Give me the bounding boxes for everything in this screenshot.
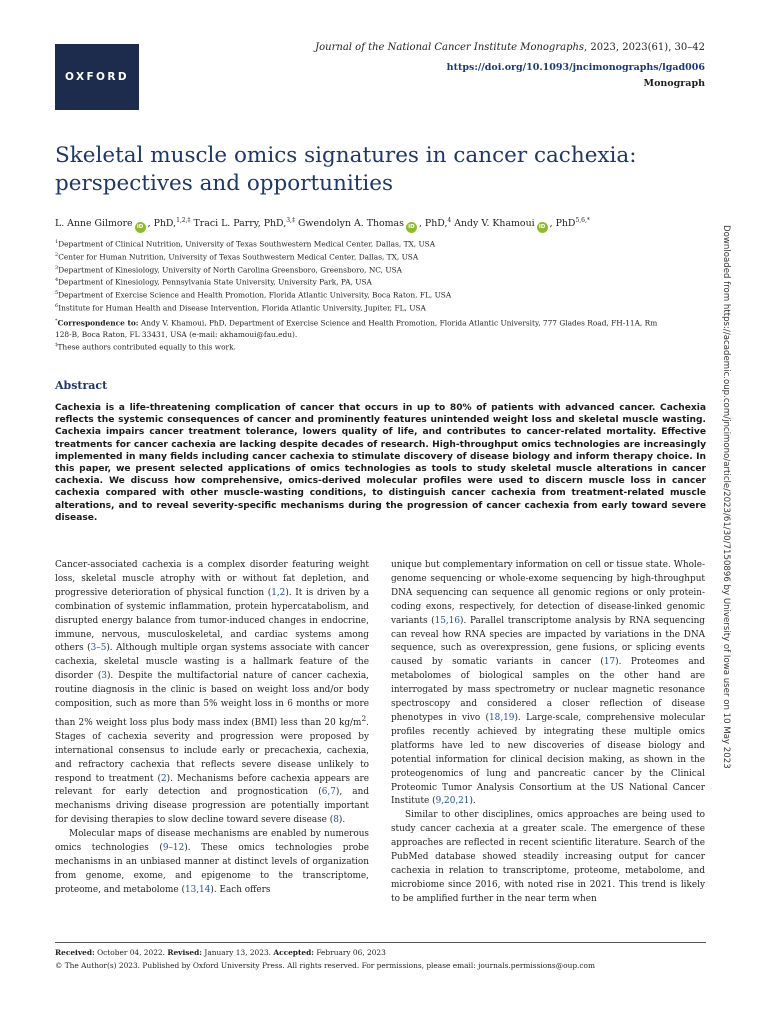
affiliation-marker: 3 [55, 264, 59, 271]
citation-link[interactable]: 18,19 [489, 712, 515, 723]
author [55, 218, 194, 229]
body-text: ). It is driven by a combination of systemic inflammation, protein hypercatabolism, and disrupted energy balance from tumor-induced changes in endocrine, immune, nervous, musculoskeletal, and cardiac systems among others ( [55, 587, 369, 654]
author-name: Andy V. Khamoui [454, 218, 535, 230]
affiliation-line [55, 263, 451, 276]
body-text: ), and mechanisms driving disease progression are potentially important for devising therapies to slow decline toward severe disease ( [55, 787, 370, 826]
citation-link[interactable]: 9–12 [162, 843, 185, 854]
author-affiliation-marker: 5,6,* [575, 217, 590, 224]
doi-link[interactable]: https://doi.org/10.1093/jncimonographs/lgad006 [446, 62, 705, 73]
author-affiliation-marker: 3,‡ [286, 217, 295, 224]
affiliation-text: Department of Exercise Science and Health Promotion, Florida Atlantic University, Boca Raton, FL, USA [58, 290, 452, 300]
dates-line [55, 946, 595, 959]
body-paragraph [391, 809, 705, 906]
body-paragraph [55, 828, 369, 898]
author-list [55, 217, 590, 233]
body-paragraph [391, 559, 705, 809]
affiliation-text: Department of Kinesiology, University of North Carolina Greensboro, Greensboro, NC, USA [58, 265, 402, 274]
orcid-icon[interactable]: iD [406, 222, 417, 233]
author-degree: , PhD, [418, 218, 448, 230]
affiliation-text: Institute for Human Health and Disease Intervention, Florida Atlantic University, Jupiter, FL, USA [58, 303, 426, 313]
body-column-right [391, 559, 705, 907]
body-text: ). Each offers [210, 884, 271, 895]
affiliation-marker: 5 [55, 290, 59, 297]
affiliation-line [55, 301, 451, 314]
oxford-logo[interactable] [55, 44, 139, 110]
footer-divider [55, 942, 706, 943]
copyright-line: © The Author(s) 2023. Published by Oxford University Press. All rights reserved. For permissions, please email: journals.permissions@oup.com [55, 961, 596, 970]
orcid-icon[interactable]: iD [135, 222, 146, 233]
citation-link[interactable]: 8 [333, 815, 339, 826]
citation-link[interactable]: 3–5 [90, 643, 107, 654]
author-name: Gwendolyn A. Thomas [297, 218, 404, 230]
corr-label: Correspondence to: [57, 318, 139, 328]
body-text: Similar to other disciplines, omics approaches are being used to study cancer cachexia at a greater scale. The emergence of these approaches are reflected in recent scientific literature. Search of the PubMed database showed steadily increasing output for cancer cachexia in relation to transcriptome, proteome, metabolome, and microbiome since 2016, with noted rise in 2021. This trend is likely to be amplified further in the near term when [391, 810, 705, 904]
body-text: ). Parallel transcriptome analysis by RNA sequencing can reveal how RNA species are impacted by variations in the DNA sequence, such as overexpression, gene fusions, or splicing events caused by somatic variants in cancer ( [391, 615, 705, 668]
abstract-text: Cachexia is a life-threatening complication of cancer that occurs in up to 80% of patients with advanced cancer. Cachexia reflects the systemic consequences of cancer and prominently features unintended weight loss and skeletal muscle wasting. Cachexia impairs cancer treatment tolerance, lowers quality of life, and contributes to cancer-related mortality. Effective treatments for cancer cachexia are lacking despite decades of research. High-throughput omics technologies are increasingly implemented in many fields including cancer cachexia to stimulate discovery of disease biology and inform therapy choice. In this paper, we present selected applications of omics technologies as tools to study skeletal muscle alterations in cancer cachexia. We discuss how comprehensive, omics-derived molecular profiles were used to discern muscle loss in cancer cachexia compared with other muscle-wasting conditions, to distinguish cancer cachexia from treatment-related muscle alterations, and to reveal severity-specific mechanisms during the progression of cancer cachexia from early toward severe disease. [55, 403, 706, 523]
article-type: Monograph [643, 78, 705, 89]
affiliation-text: Department of Clinical Nutrition, University of Texas Southwestern Medical Center, Dallas, TX, USA [58, 239, 436, 249]
affiliation-text: Department of Kinesiology, Pennsylvania State University, University Park, PA, USA [58, 277, 372, 287]
body-text: ). Despite the multifactorial nature of cancer cachexia, routine diagnosis in the clinic is based on weight loss and/or body composition, such as more than 5% weight loss in 6 months or more than 2% weight loss plus body mass index (BMI) less than 20 kg/m [55, 671, 369, 728]
received-date: October 04, 2022. [94, 948, 168, 957]
journal-citation [315, 42, 705, 53]
author-name: Traci L. Parry, PhD, [193, 218, 287, 230]
citation-link[interactable]: 9,20,21 [435, 796, 470, 807]
equal-marker: ‡ [55, 342, 58, 349]
revised-date: January 13, 2023. [202, 948, 274, 957]
corr-marker: * [55, 318, 58, 324]
author-degree: , PhD [549, 218, 576, 230]
body-text: unique but complementary information on cell or tissue state. Whole-genome sequencing or whole-exome sequencing by high-throughput DNA sequencing can sequence all genomic regions or only protein-coding exons, respectively, for detection of disease-linked genomic variants ( [391, 560, 705, 626]
orcid-icon[interactable]: iD [537, 222, 548, 233]
citation-link[interactable]: 17 [603, 657, 616, 668]
citation-link[interactable]: 1,2 [271, 587, 286, 598]
body-text: . Stages of cachexia severity and progression were proposed by international consensus to include early or precachexia, cachexia, and refractory cachexia that reflects severe disease unlikely to respond to treatment ( [55, 717, 369, 784]
author [298, 218, 454, 229]
body-text: ). These omics technologies probe mechanisms in an unbiased manner at distinct levels of organization from genome, exome, and epigenome to the transcriptome, proteome, and metabolome ( [55, 843, 369, 895]
body-text: ). Large-scale, comprehensive molecular profiles recently achieved by integrating these multiple omics platforms have led to new discoveries of disease biology and potential information for clinical decision making, as shown in the proteogenomics of lung and pancreatic cancer by the Clinical Proteomic Tumor Analysis Consortium at the US National Cancer Institute ( [391, 712, 705, 807]
author-degree: , PhD, [147, 218, 177, 230]
citation-link[interactable]: 3 [101, 671, 107, 682]
author [454, 218, 590, 229]
affiliation-text: Center for Human Nutrition, University of Texas Southwestern Medical Center, Dallas, TX, USA [58, 252, 419, 262]
affiliation-line [55, 250, 451, 263]
accepted-date: February 06, 2023 [313, 948, 386, 957]
affiliation-line [55, 275, 451, 288]
logo-text: OXFORD [65, 71, 129, 83]
body-text: Cancer-associated cachexia is a complex disorder featuring weight loss, skeletal muscle atrophy with or without fat depletion, and progressive deterioration of physical function ( [55, 560, 369, 598]
body-paragraph [55, 559, 369, 828]
body-text: ). Proteomes and metabolomes of biological samples on the other hand are interrogated by mass spectrometry or nuclear magnetic resonance spectroscopy and considered a closer reflection of disease phenotypes in vivo ( [391, 657, 706, 723]
accepted-label: Accepted: [273, 948, 314, 957]
journal-name: Journal of the National Cancer Institute Monographs [315, 42, 585, 53]
citation-link[interactable]: 13,14 [184, 884, 211, 895]
corr-text: Andy V. Khamoui, PhD, Department of Exercise Science and Health Promotion, Florida Atlantic University, 777 Glades Road, FH-11A, Rm 128-B, Boca Raton, FL 33431, USA (e-mail: akhamoui@fau.edu). [55, 318, 658, 339]
citation-link[interactable]: 2 [161, 773, 167, 784]
affiliation-marker: 1 [55, 239, 59, 245]
citation-link[interactable]: 6,7 [321, 787, 336, 798]
body-text: Molecular maps of disease mechanisms are enabled by numerous omics technologies ( [55, 829, 369, 854]
footer-notes [55, 946, 595, 972]
citation-link[interactable]: 15,16 [434, 615, 461, 626]
affiliation-marker: 2 [55, 251, 59, 258]
author-affiliation-marker: 4 [447, 217, 452, 224]
equal-contribution-note: These authors contributed equally to this work. [57, 342, 236, 352]
journal-volume: , 2023, 2023(61), 30–42 [584, 42, 705, 53]
article-title: Skeletal muscle omics signatures in cancer cachexia: perspectives and opportunities [55, 143, 637, 196]
body-column-left [55, 559, 369, 898]
download-watermark: Downloaded from https://academic.oup.com/jncimono/article/2023/61/30/7150896 by University of Iowa user on 10 May 2023 [721, 225, 731, 769]
author-affiliation-marker: 1,2,‡ [176, 217, 191, 224]
body-text: ). Mechanisms before cachexia appears are relevant for early detection and prognostication ( [55, 773, 369, 798]
affiliation-line [55, 288, 451, 301]
body-text: ). [469, 796, 476, 807]
affiliation-line [55, 237, 451, 250]
received-label: Received: [55, 948, 95, 957]
abstract-heading: Abstract [55, 379, 108, 392]
author-name: L. Anne Gilmore [55, 218, 133, 230]
affiliations [55, 237, 451, 314]
body-text: ). [338, 815, 346, 826]
author [194, 218, 298, 229]
correspondence [55, 316, 675, 353]
affiliation-marker: 4 [55, 277, 59, 284]
superscript: 2 [361, 713, 367, 723]
affiliation-marker: 6 [55, 302, 59, 309]
body-text: ). Although multiple organ systems associate with cancer cachexia, skeletal muscle wasting is a hallmark feature of the disorder ( [55, 643, 369, 682]
revised-label: Revised: [167, 948, 203, 957]
